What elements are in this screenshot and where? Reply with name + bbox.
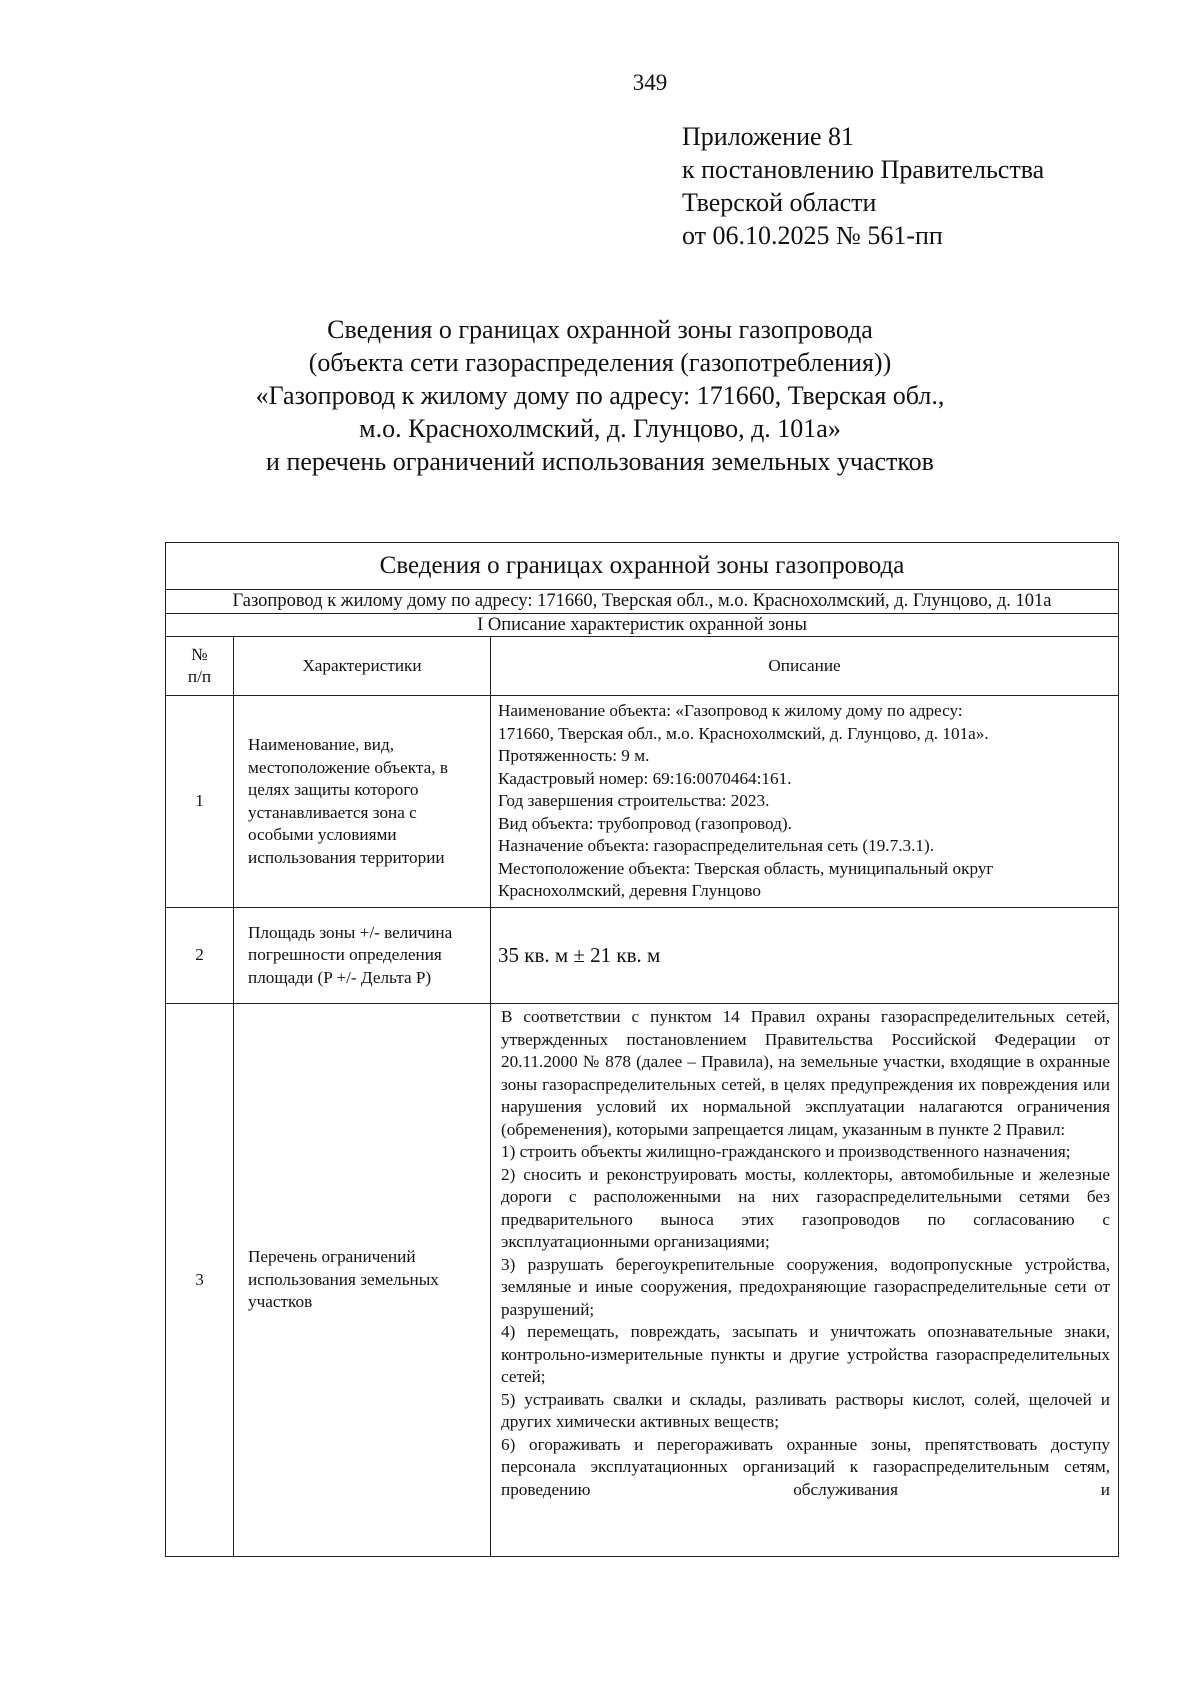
table-row [166, 696, 1119, 908]
table-object-row [166, 590, 1119, 614]
description-line: Краснохолмский, деревня Глунцово [498, 881, 761, 901]
object-line: Газопровод к жилому дому по адресу: 171660, Тверская обл., м.о. Краснохолмский, д. Глунцово, д. 101а [166, 590, 1119, 614]
row-number: 1 [166, 696, 234, 908]
appendix-line: к постановлению Правительства [682, 155, 1045, 184]
column-header-description: Описание [491, 637, 1119, 696]
restriction-item: 1) строить объекты жилищно-гражданского и производственного назначения; [501, 1142, 1071, 1161]
table-heading: Сведения о границах охранной зоны газопровода [166, 543, 1119, 590]
row-characteristic: Перечень ограничений использования земельных участков [234, 1004, 491, 1557]
restriction-item: 4) перемещать, повреждать, засыпать и уничтожать опознавательные знаки, контрольно-измерительные пункты и другие устройства газораспределительных сетей; [501, 1322, 1110, 1386]
title-line: Сведения о границах охранной зоны газопровода [327, 315, 873, 344]
row-description [491, 1004, 1119, 1557]
description-line: Год завершения строительства: 2023. [498, 791, 770, 811]
column-header-row [166, 637, 1119, 696]
table-row [166, 1004, 1119, 1557]
restriction-item: 2) сносить и реконструировать мосты, коллекторы, автомобильные и железные дороги с расположенными на них газораспределительными сетями без предварительного выноса этих газопроводов по согласованию с эксплуатационными организациями; [501, 1164, 1110, 1251]
title-line: и перечень ограничений использования земельных участков [266, 447, 934, 476]
appendix-line: от 06.10.2025 № 561-пп [682, 221, 943, 250]
table-section-row [166, 613, 1119, 637]
title-line: (объекта сети газораспределения (газопотребления)) [308, 348, 892, 377]
description-line: Вид объекта: трубопровод (газопровод). [498, 813, 792, 833]
column-header-number-line: № [191, 644, 208, 664]
restriction-intro: В соответствии с пунктом 14 Правил охраны газораспределительных сетей, утвержденных постановлением Правительства Российской Федерации от 20.11.2000 № 878 (далее – Правила), на земельные участки, входящие в охранные зоны газораспределительных сетей, в целях предупреждения их повреждения или нарушения условий их нормальной эксплуатации налагаются ограничения (обременения), которыми запрещается лицам, указанным в пункте 2 Правил: [501, 1007, 1110, 1139]
table-heading-row [166, 543, 1119, 590]
row-number: 2 [166, 908, 234, 1004]
document-title [150, 313, 1050, 478]
appendix-line: Приложение 81 [682, 122, 855, 151]
page-number: 349 [632, 70, 668, 95]
restriction-item: 6) огораживать и перегораживать охранные зоны, препятствовать доступу персонала эксплуатационных организаций к газораспределительным сетям, проведению обслуживания и [501, 1434, 1110, 1499]
restriction-item: 5) устраивать свалки и склады, разливать растворы кислот, солей, щелочей и других химически активных веществ; [501, 1389, 1110, 1431]
row-description: 35 кв. м ± 21 кв. м [491, 908, 1119, 1004]
zone-table [165, 542, 1119, 1557]
section-title: I Описание характеристик охранной зоны [166, 613, 1119, 637]
row-characteristic: Площадь зоны +/- величина погрешности определения площади (P +/- Дельта P) [234, 908, 491, 1004]
row-description [491, 696, 1119, 908]
appendix-line: Тверской области [682, 188, 877, 217]
row-characteristic: Наименование, вид, местоположение объекта, в целях защиты которого устанавливается зона с особыми условиями использования территории [234, 696, 491, 908]
description-line: Местоположение объекта: Тверская область, муниципальный округ [498, 858, 994, 878]
appendix-header [682, 120, 1044, 252]
column-header-number [166, 637, 234, 696]
title-line: м.о. Краснохолмский, д. Глунцово, д. 101а» [359, 414, 841, 443]
description-line: Наименование объекта: «Газопровод к жилому дому по адресу: [498, 701, 963, 721]
restriction-item: 3) разрушать берегоукрепительные сооружения, водопропускные устройства, земляные и иные сооружения, предохраняющие газораспределительные сети от разрушений; [501, 1254, 1110, 1319]
title-line: «Газопровод к жилому дому по адресу: 171660, Тверская обл., [255, 381, 945, 410]
description-line: Кадастровый номер: 69:16:0070464:161. [498, 768, 792, 788]
column-header-characteristics: Характеристики [234, 637, 491, 696]
description-line: Назначение объекта: газораспределительная сеть (19.7.3.1). [498, 836, 934, 856]
description-line: Протяженность: 9 м. [498, 746, 650, 766]
column-header-number-line: п/п [187, 667, 212, 686]
table-row [166, 908, 1119, 1004]
description-line: 171660, Тверская обл., м.о. Краснохолмский, д. Глунцово, д. 101а». [498, 723, 989, 743]
row-number: 3 [166, 1004, 234, 1557]
